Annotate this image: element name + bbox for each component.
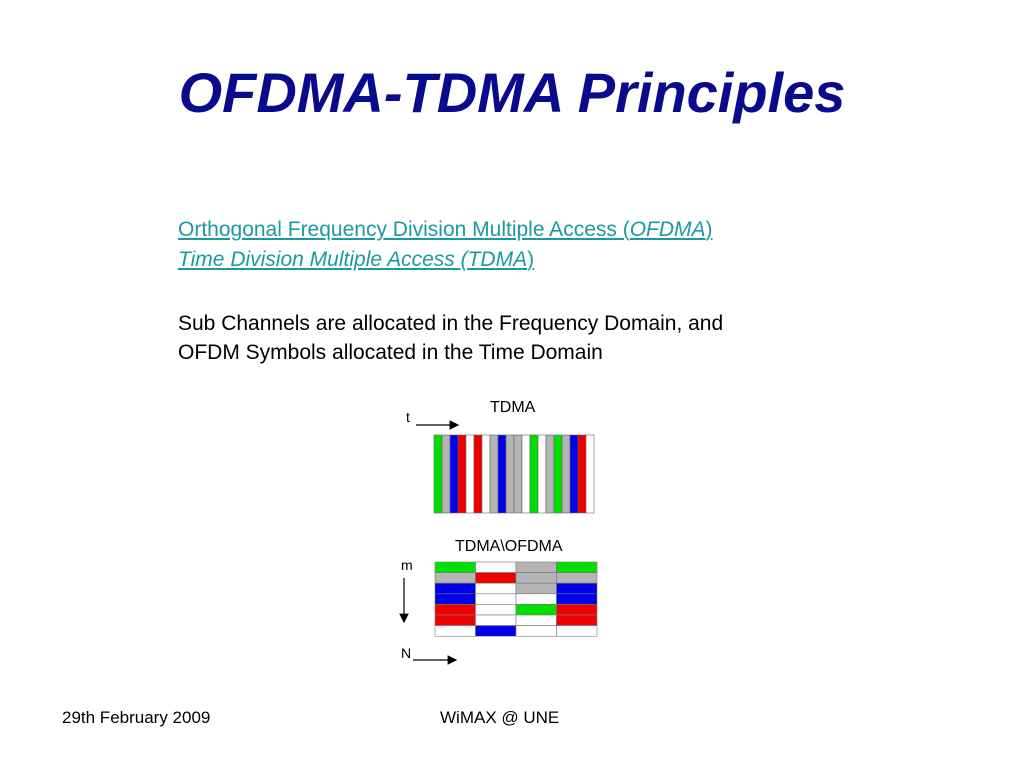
ofdma-cell	[476, 604, 517, 615]
ofdma-cell	[476, 626, 517, 637]
ofdma-cell	[557, 604, 598, 615]
tdma-slot	[546, 435, 554, 513]
ofdma-link-abbr[interactable]: OFDMA	[629, 218, 706, 241]
slide-title: OFDMA-TDMA Principles	[178, 61, 846, 124]
ofdma-cell	[476, 594, 517, 605]
tdma-slot	[442, 435, 450, 513]
tdma-slot	[466, 435, 474, 513]
ofdma-grid	[435, 562, 597, 636]
ofdma-cell	[516, 626, 557, 637]
footer-date: 29th February 2009	[62, 708, 211, 727]
tdma-link-suffix[interactable]: )	[527, 248, 535, 271]
tdma-slot	[434, 435, 442, 513]
ofdma-cell	[516, 573, 557, 584]
ofdma-cell	[476, 573, 517, 584]
ofdma-cell	[557, 583, 598, 594]
n-axis-label: N	[401, 645, 412, 661]
tdma-slot	[506, 435, 514, 513]
ofdma-cell	[557, 573, 598, 584]
tdma-ofdma-label: TDMA\OFDMA	[455, 538, 563, 555]
tdma-slot	[458, 435, 466, 513]
tdma-slot	[538, 435, 546, 513]
tdma-link-prefix[interactable]: Time Division Multiple Access (	[178, 248, 468, 271]
ofdma-cell	[435, 604, 476, 615]
ofdma-cell	[435, 573, 476, 584]
body-line-1: Sub Channels are allocated in the Frequency Domain, and	[178, 312, 724, 335]
tdma-label: TDMA	[490, 399, 536, 416]
tdma-slot	[450, 435, 458, 513]
tdma-slot	[498, 435, 506, 513]
ofdma-cell	[557, 562, 598, 573]
tdma-slot	[514, 435, 522, 513]
ofdma-cell	[516, 583, 557, 594]
ofdma-cell	[516, 604, 557, 615]
ofdma-cell	[435, 594, 476, 605]
tdma-slot	[530, 435, 538, 513]
ofdma-cell	[557, 594, 598, 605]
ofdma-cell	[516, 594, 557, 605]
m-axis-label: m	[401, 557, 413, 573]
tdma-slot	[570, 435, 578, 513]
ofdma-cell	[557, 615, 598, 626]
tdma-link-abbr[interactable]: TDMA	[467, 248, 528, 271]
footer-center: WiMAX @ UNE	[440, 708, 560, 727]
tdma-timeline	[434, 435, 594, 513]
ofdma-link-suffix[interactable]: )	[705, 218, 713, 241]
ofdma-cell	[516, 615, 557, 626]
ofdma-cell	[435, 615, 476, 626]
ofdma-cell	[435, 583, 476, 594]
tdma-slot	[490, 435, 498, 513]
tdma-slot	[586, 435, 594, 513]
ofdma-cell	[476, 615, 517, 626]
tdma-slot	[522, 435, 530, 513]
ofdma-cell	[557, 626, 598, 637]
body-line-2: OFDM Symbols allocated in the Time Domain	[178, 341, 603, 364]
ofdma-cell	[516, 562, 557, 573]
ofdma-cell	[435, 562, 476, 573]
tdma-slot	[562, 435, 570, 513]
ofdma-link-prefix[interactable]: Orthogonal Frequency Division Multiple Access (	[178, 218, 630, 241]
ofdma-cell	[476, 583, 517, 594]
t-axis-label: t	[406, 409, 410, 425]
tdma-slot	[482, 435, 490, 513]
tdma-slot	[554, 435, 562, 513]
tdma-slot	[578, 435, 586, 513]
ofdma-cell	[435, 626, 476, 637]
tdma-slot	[474, 435, 482, 513]
ofdma-cell	[476, 562, 517, 573]
